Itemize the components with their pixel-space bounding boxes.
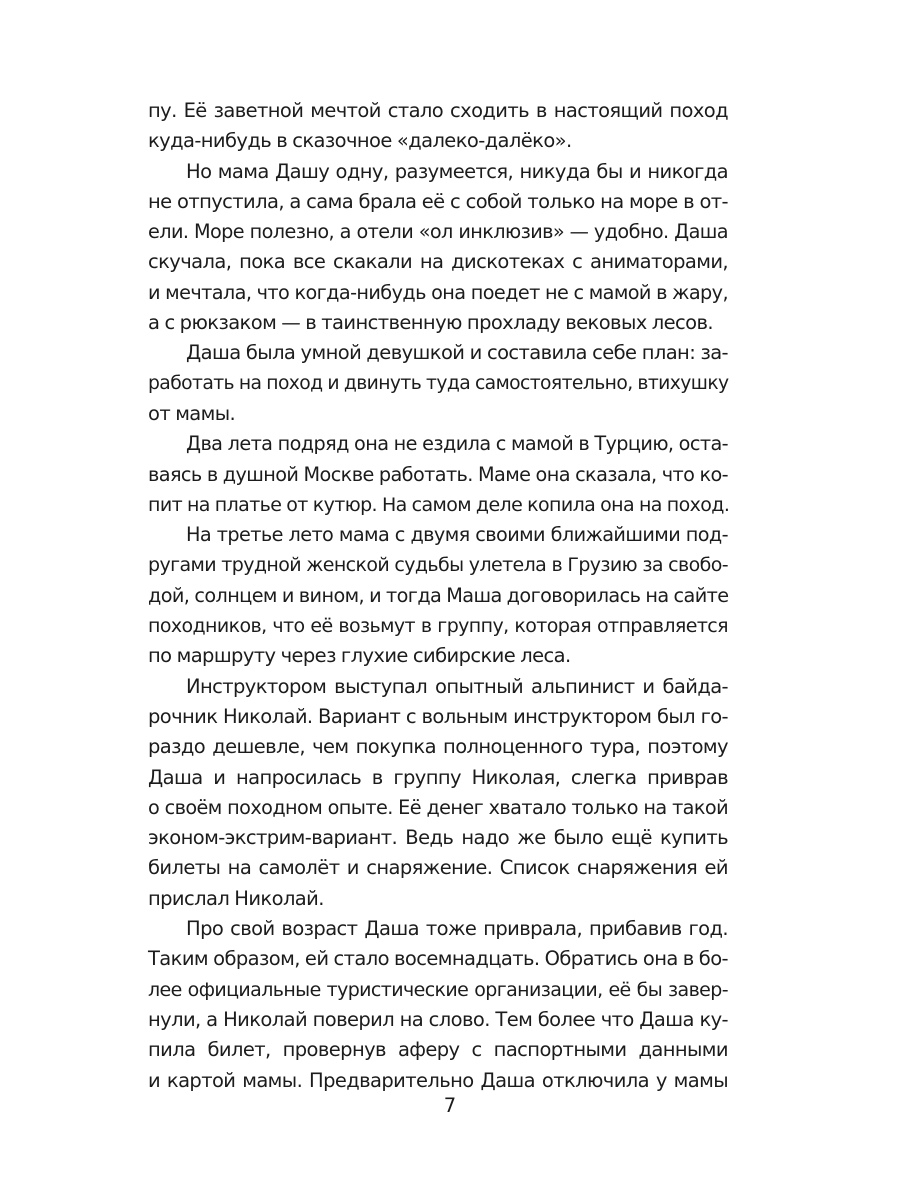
text-line: раздо дешевле, чем покупка полноценного тура, поэтому bbox=[148, 735, 728, 759]
text-line: нули, а Николай поверил на слово. Тем более что Даша ку- bbox=[148, 1007, 728, 1031]
text-line: о своём походном опыте. Её денег хватало только на такой bbox=[148, 795, 728, 819]
text-line: и мечтала, что когда-нибудь она поедет не с мамой в жару, bbox=[148, 280, 728, 304]
text-line: не отпустила, а сама брала её с собой только на море в от- bbox=[148, 189, 728, 213]
text-line: Два лета подряд она не ездила с мамой в Турцию, оста- bbox=[186, 432, 728, 456]
text-line: от мамы. bbox=[148, 401, 236, 425]
text-line: по маршруту через глухие сибирские леса. bbox=[148, 644, 571, 668]
text-line: походников, что её возьмут в группу, которая отправляется bbox=[148, 615, 728, 638]
text-line: скучала, пока все скакали на дискотеках с аниматорами, bbox=[148, 250, 728, 274]
text-line: дой, солнцем и вином, и тогда Маша договорилась на сайте bbox=[148, 583, 729, 607]
text-line: эконом-экстрим-вариант. Ведь надо же было ещё купить bbox=[148, 826, 728, 850]
text-line: а с рюкзаком — в таинственную прохладу вековых лесов. bbox=[148, 311, 713, 335]
text-line: Даша и напросилась в группу Николая, слегка приврав bbox=[148, 765, 728, 789]
text-line: ругами трудной женской судьбы улетела в Грузию за свобо- bbox=[148, 554, 728, 577]
text-line: Даша была умной девушкой и составила себе план: за- bbox=[186, 341, 728, 365]
text-line: Про свой возраст Даша тоже приврала, прибавив год. bbox=[186, 917, 728, 941]
text-line: лее официальные туристические организации, её бы завер- bbox=[148, 978, 728, 1001]
text-line: Но мама Дашу одну, разумеется, никуда бы и никогда bbox=[186, 159, 728, 183]
text-line: работать на поход и двинуть туда самостоятельно, втихушку bbox=[148, 372, 729, 394]
text-line: Инструктором выступал опытный альпинист и байда- bbox=[186, 674, 728, 698]
text-line: ваясь в душной Москве работать. Маме она сказала, что ко- bbox=[148, 462, 728, 486]
text-line: прислал Николай. bbox=[148, 886, 324, 910]
text-line: Таким образом, ей стало восемнадцать. Обратись она в бо- bbox=[148, 947, 728, 971]
text-line: ели. Море полезно, а отели «ол инклюзив» — удобно. Даша bbox=[148, 220, 728, 244]
body-text bbox=[148, 96, 728, 1096]
text-line: пу. Её заветной мечтой стало сходить в настоящий поход bbox=[148, 99, 728, 122]
text-line: На третье лето мама с двумя своими ближайшими под- bbox=[186, 523, 728, 547]
text-line: пит на платье от кутюр. На самом деле копила она на поход. bbox=[148, 493, 730, 516]
text-line: рочник Николай. Вариант с вольным инструктором был го- bbox=[148, 704, 728, 728]
text-line: билеты на самолёт и снаряжение. Список снаряжения ей bbox=[148, 856, 728, 880]
text-line: пила билет, провернув аферу с паспортными данными bbox=[148, 1038, 728, 1062]
text-line: и картой мамы. Предварительно Даша отключила у мамы bbox=[148, 1068, 728, 1092]
text-line: куда-нибудь в сказочное «далеко-далёко». bbox=[148, 129, 572, 153]
page-number: 7 bbox=[443, 1094, 457, 1117]
